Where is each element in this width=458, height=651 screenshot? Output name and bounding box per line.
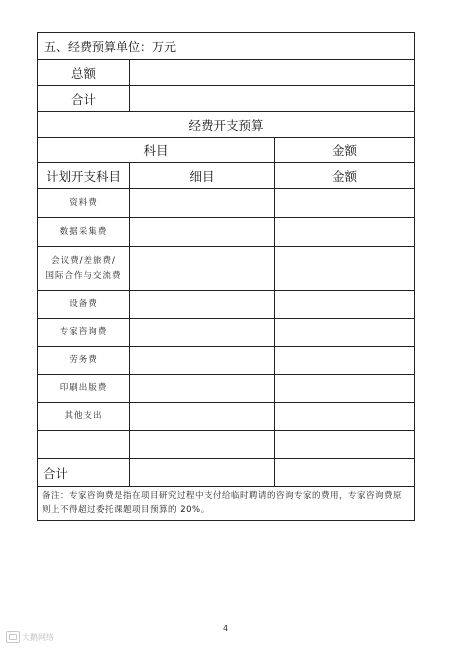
- item-amount-4: [275, 319, 415, 347]
- item-label-0: [38, 189, 130, 218]
- subtotal-label: 合计: [38, 86, 130, 112]
- plan-subject-header: 计划开支科目: [38, 163, 130, 189]
- item-line: 会议费/差旅费/: [51, 255, 116, 266]
- item-line: 资料费: [69, 197, 98, 208]
- item-amount-8: [275, 431, 415, 459]
- item-label-3: [38, 291, 130, 319]
- watermark: [6, 631, 54, 643]
- total-amount-value: [130, 60, 415, 86]
- item-detail-5: [130, 347, 275, 375]
- subtotal-value: [130, 86, 415, 112]
- budget-header: 经费开支预算: [38, 112, 415, 138]
- watermark-text: 大鹅网络: [22, 632, 54, 642]
- budget-note: 备注：专家咨询费是指在项目研究过程中支付给临时聘请的咨询专家的费用，专家咨询费原则上不得超过委托课题项目预算的 20%。: [38, 487, 415, 521]
- item-label-5: [38, 347, 130, 375]
- item-label-2: [38, 247, 130, 291]
- item-line: 劳务费: [69, 355, 98, 365]
- grand-total-label: 合计: [38, 459, 130, 487]
- total-amount-label: 总额: [38, 60, 130, 86]
- item-detail-2: [130, 247, 275, 291]
- page-number: 4: [223, 624, 229, 633]
- grand-total-detail: [130, 459, 275, 487]
- item-amount-5: [275, 347, 415, 375]
- item-label-8: [38, 431, 130, 459]
- item-amount-0: [275, 189, 415, 218]
- item-line: 其他支出: [64, 411, 103, 421]
- item-detail-6: [130, 375, 275, 403]
- item-label-6: [38, 375, 130, 403]
- amount-header: 金额: [275, 138, 415, 163]
- item-amount-3: [275, 291, 415, 319]
- item-amount-2: [275, 247, 415, 291]
- section-title: 五、经费预算单位：万元: [38, 33, 415, 60]
- detail-header: 细目: [130, 163, 275, 189]
- item-line: 国际合作与交流费: [45, 270, 122, 281]
- item-detail-7: [130, 403, 275, 431]
- item-line: 专家咨询费: [59, 327, 108, 337]
- item-label-7: [38, 403, 130, 431]
- item-detail-4: [130, 319, 275, 347]
- item-detail-3: [130, 291, 275, 319]
- item-label-1: [38, 218, 130, 247]
- item-detail-0: [130, 189, 275, 218]
- grand-total-amount: [275, 459, 415, 487]
- item-detail-1: [130, 218, 275, 247]
- item-line: 印刷出版费: [59, 383, 108, 393]
- budget-table: [37, 32, 415, 521]
- subject-header: 科目: [38, 138, 275, 163]
- item-line: 设备费: [69, 299, 98, 309]
- item-detail-8: [130, 431, 275, 459]
- sub-amount-header: 金额: [275, 163, 415, 189]
- item-amount-1: [275, 218, 415, 247]
- item-amount-6: [275, 375, 415, 403]
- item-amount-7: [275, 403, 415, 431]
- watermark-logo-icon: [6, 631, 20, 643]
- item-label-4: [38, 319, 130, 347]
- item-line: 数据采集费: [59, 226, 108, 237]
